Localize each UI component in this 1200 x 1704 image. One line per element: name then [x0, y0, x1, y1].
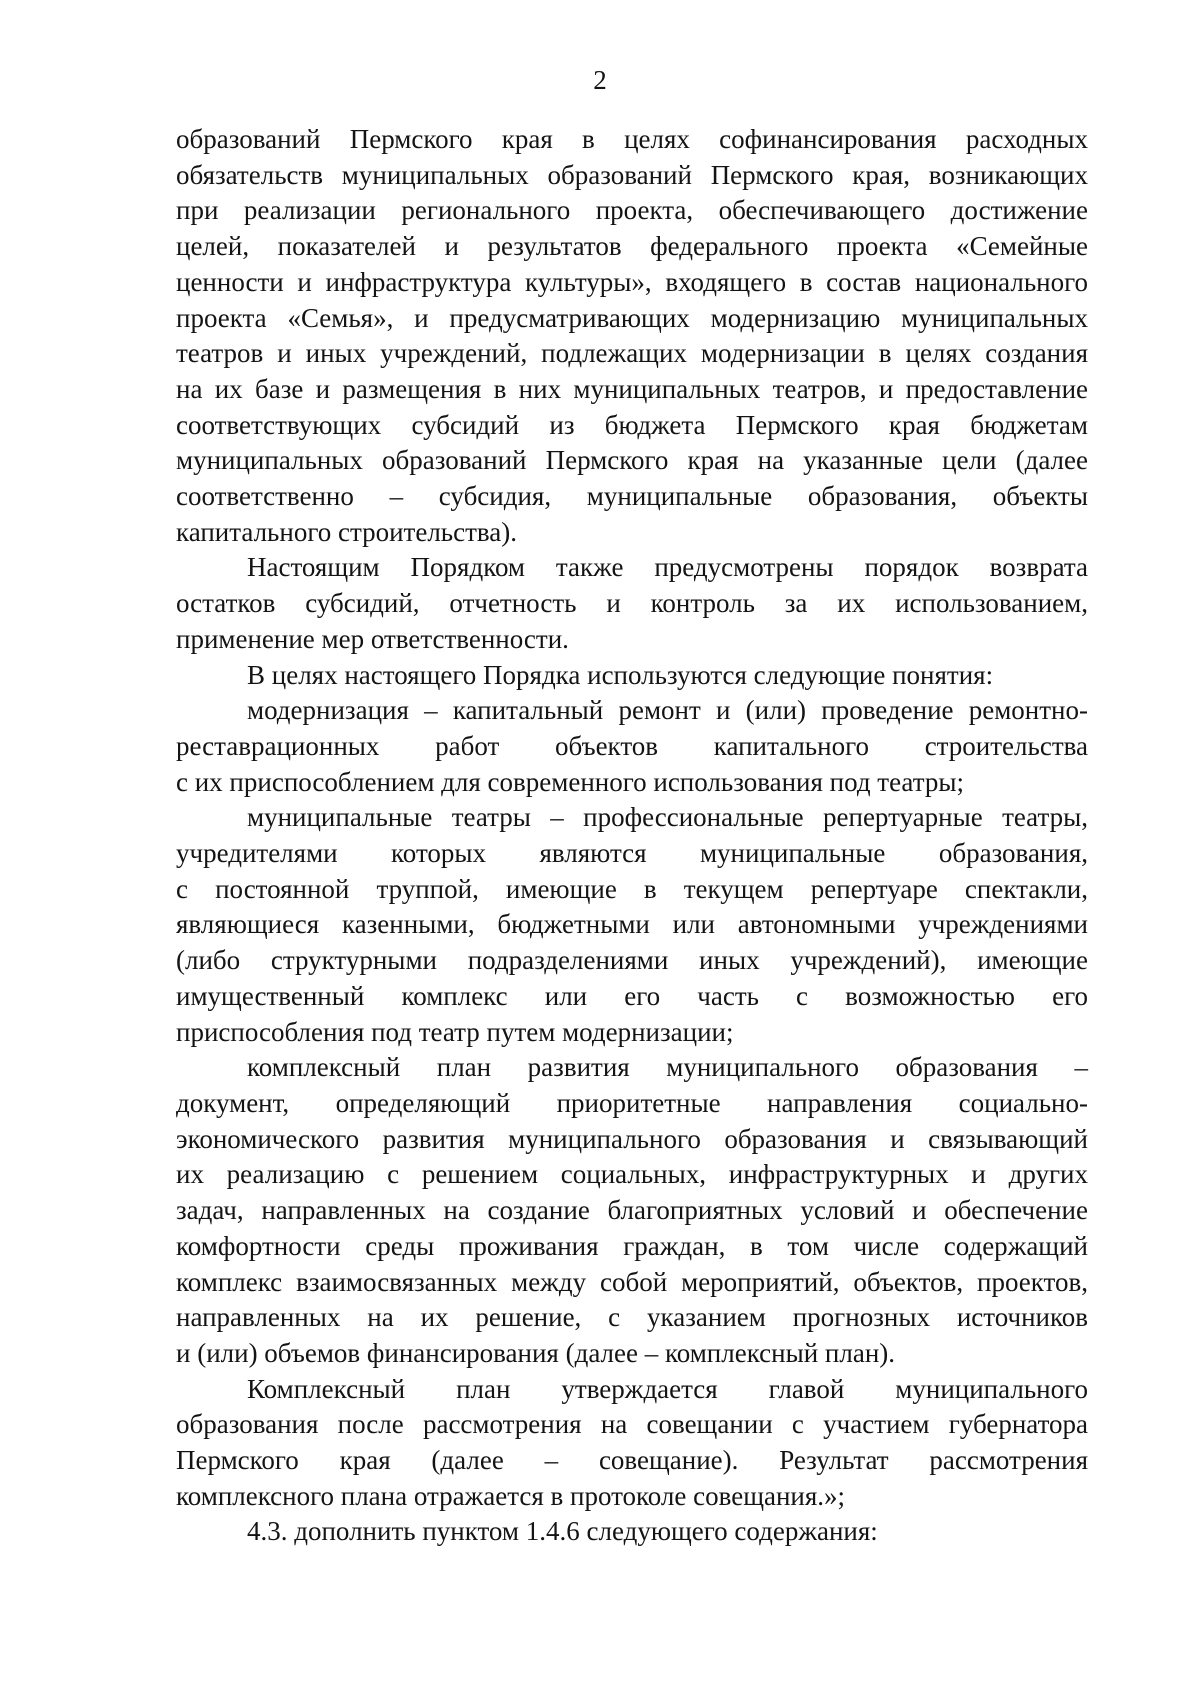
text-line: комплексного плана отражается в протоколе совещания.»; [176, 1480, 846, 1511]
text-line: модернизация – капитальный ремонт и (или) проведение ремонтно- [247, 695, 1088, 726]
paragraph-p3 [176, 658, 1088, 694]
document-body [176, 122, 1088, 1550]
page-number: 2 [593, 65, 607, 95]
text-line: являющиеся казенными, бюджетными или автономными учреждениями [176, 909, 1088, 940]
text-line: применение мер ответственности. [176, 623, 569, 654]
text-line: 4.3. дополнить пунктом 1.4.6 следующего содержания: [247, 1516, 878, 1547]
text-line: учредителями которых являются муниципальные образования, [176, 838, 1088, 869]
paragraph-p8 [176, 1514, 1088, 1550]
paragraph-p1 [176, 122, 1088, 550]
text-line: на их базе и размещения в них муниципальных театров, и предоставление [176, 373, 1088, 404]
text-line: экономического развития муниципального образования и связывающий [176, 1123, 1088, 1154]
text-line: остатков субсидий, отчетность и контроль за их использованием, [176, 588, 1088, 619]
text-line: ценности и инфраструктура культуры», входящего в состав национального [176, 266, 1088, 297]
text-line: соответственно – субсидия, муниципальные образования, объекты [176, 481, 1088, 512]
text-line: Настоящим Порядком также предусмотрены порядок возврата [247, 552, 1088, 583]
text-line: муниципальные театры – профессиональные репертуарные театры, [247, 802, 1088, 833]
text-line: образования после рассмотрения на совещании с участием губернатора [176, 1409, 1088, 1440]
text-line: обязательств муниципальных образований Пермского края, возникающих [176, 159, 1088, 190]
text-line: при реализации регионального проекта, обеспечивающего достижение [176, 195, 1088, 226]
text-line: театров и иных учреждений, подлежащих модернизации в целях создания [176, 338, 1088, 369]
text-line: комфортности среды проживания граждан, в том числе содержащий [176, 1230, 1088, 1261]
text-line: В целях настоящего Порядка используются следующие понятия: [247, 659, 994, 690]
text-line: Комплексный план утверждается главой муниципального [247, 1373, 1088, 1404]
text-line: с их приспособлением для современного использования под театры; [176, 766, 964, 797]
paragraph-p5 [176, 800, 1088, 1050]
text-line: (либо структурными подразделениями иных учреждений), имеющие [176, 945, 1088, 976]
text-line: комплекс взаимосвязанных между собой мероприятий, объектов, проектов, [176, 1266, 1088, 1297]
paragraph-p7 [176, 1372, 1088, 1515]
paragraph-p4 [176, 693, 1088, 800]
text-line: капитального строительства). [176, 516, 518, 547]
text-line: комплексный план развития муниципального образования – [247, 1052, 1088, 1083]
text-line: проекта «Семья», и предусматривающих модернизацию муниципальных [176, 302, 1088, 333]
paragraph-p2 [176, 550, 1088, 657]
text-line: реставрационных работ объектов капитального строительства [176, 730, 1088, 761]
text-line: их реализацию с решением социальных, инфраструктурных и других [176, 1159, 1088, 1190]
text-line: целей, показателей и результатов федерального проекта «Семейные [176, 231, 1088, 262]
text-line: образований Пермского края в целях софинансирования расходных [176, 124, 1088, 154]
text-line: направленных на их решение, с указанием прогнозных источников [176, 1302, 1088, 1333]
text-line: Пермского края (далее – совещание). Результат рассмотрения [176, 1445, 1088, 1476]
text-line: задач, направленных на создание благоприятных условий и обеспечение [176, 1195, 1088, 1226]
text-line: соответствующих субсидий из бюджета Пермского края бюджетам [176, 409, 1088, 440]
paragraph-p6 [176, 1050, 1088, 1371]
text-line: муниципальных образований Пермского края на указанные цели (далее [176, 445, 1088, 476]
text-line: имущественный комплекс или его часть с возможностью его [176, 980, 1088, 1011]
text-line: приспособления под театр путем модернизации; [176, 1016, 734, 1047]
text-line: документ, определяющий приоритетные направления социально- [176, 1087, 1088, 1118]
text-line: с постоянной труппой, имеющие в текущем репертуаре спектакли, [176, 873, 1088, 904]
text-line: и (или) объемов финансирования (далее – комплексный план). [176, 1337, 896, 1368]
